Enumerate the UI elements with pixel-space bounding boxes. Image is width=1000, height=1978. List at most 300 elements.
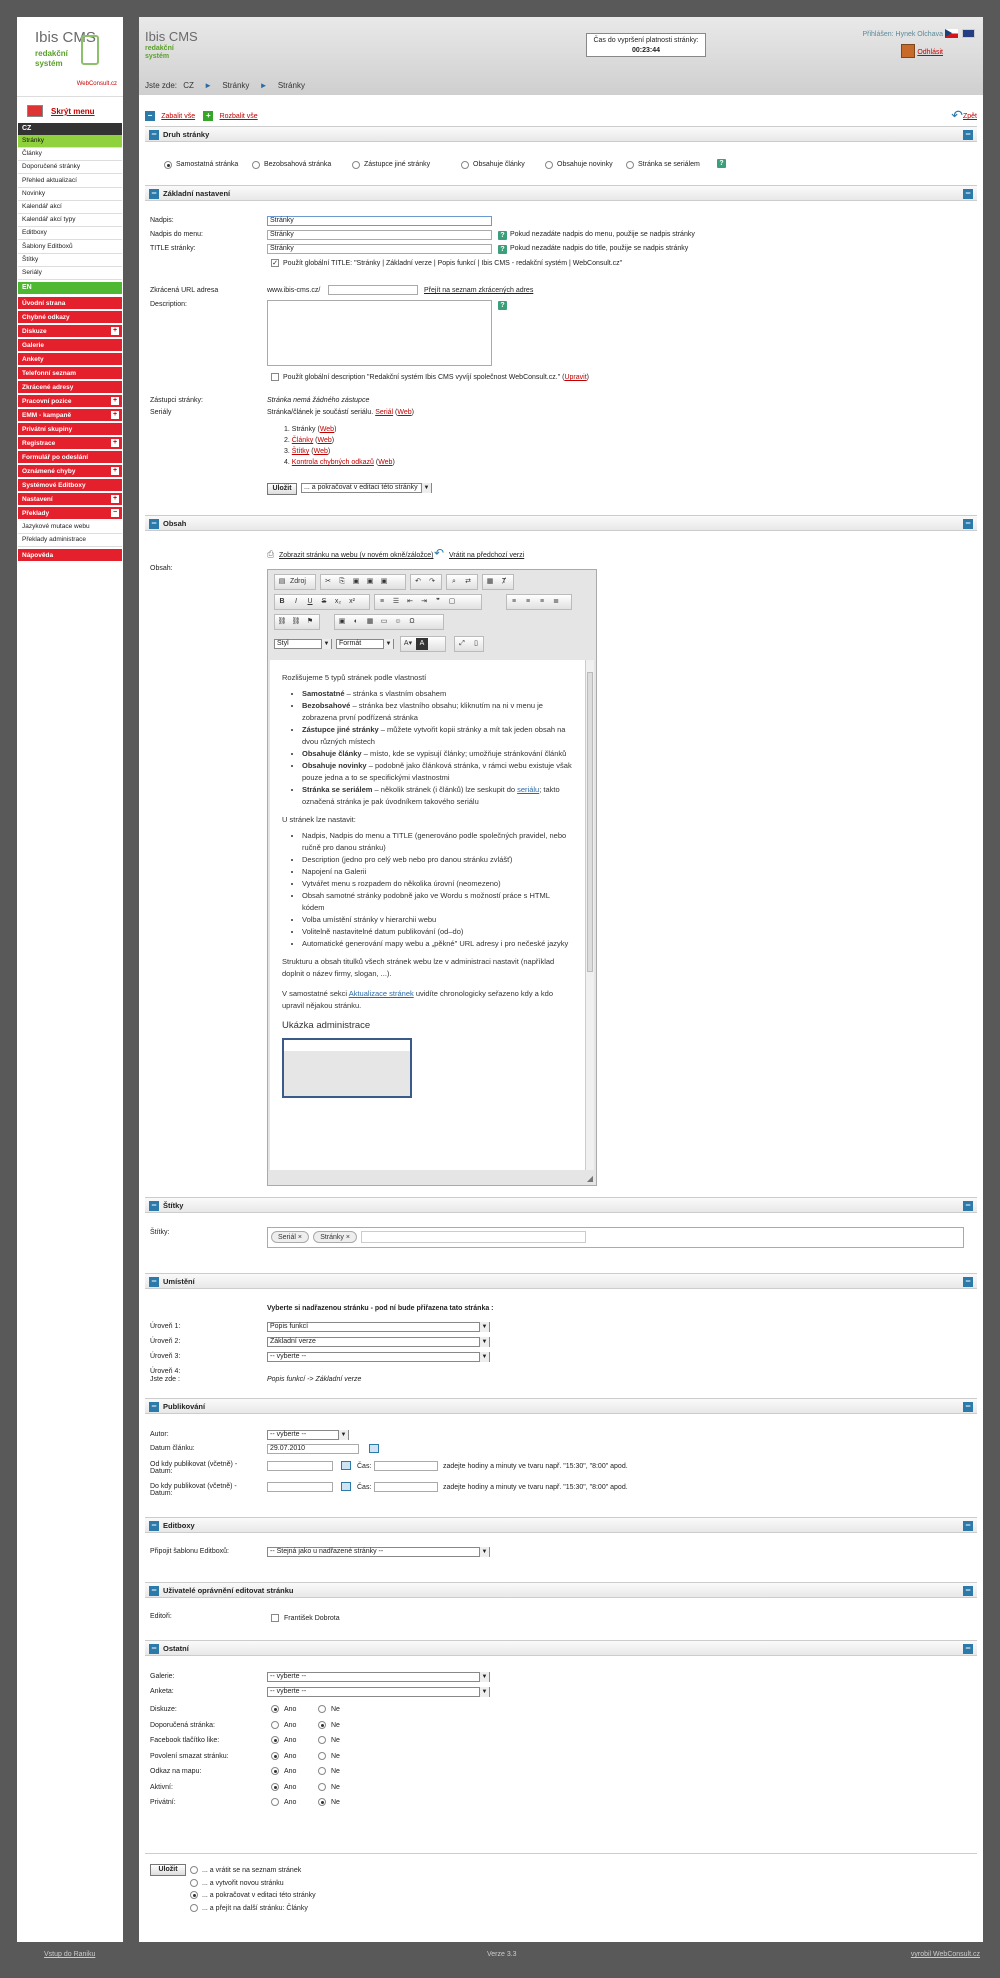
source-button[interactable] <box>274 574 316 590</box>
content-intro: Rozlišujeme 5 typů stránek podle vlastností <box>282 673 427 682</box>
settings-list <box>282 830 574 950</box>
series-web-link[interactable]: Web <box>313 448 328 455</box>
level-select[interactable]: Popis funkcí ▼ <box>267 1322 490 1332</box>
yes-radio[interactable] <box>271 1798 279 1806</box>
section-title: Umístění <box>163 1277 195 1286</box>
outdent-icon[interactable]: ⇤ <box>407 598 413 605</box>
collapse-icon[interactable]: − <box>963 1644 973 1654</box>
publish-to-date[interactable] <box>267 1482 333 1492</box>
series-web-link[interactable]: Web <box>317 437 332 444</box>
select-all-icon[interactable]: ▦ <box>486 578 494 585</box>
paste-icon[interactable]: ▣ <box>352 578 360 585</box>
hide-menu-link[interactable]: Skrýt menu <box>51 107 95 116</box>
sidebar-subitem[interactable]: Překlady administrace <box>18 534 122 547</box>
sidebar-section[interactable] <box>18 465 122 478</box>
content-can-set: U stránek lze nastavit: <box>282 815 356 824</box>
yes-label: Ano <box>284 1783 297 1791</box>
sidebar-item[interactable]: Šablony Editboxů <box>18 241 122 254</box>
page-type-radio[interactable] <box>626 161 634 169</box>
series-web-link[interactable]: Web <box>397 409 412 416</box>
collapse-icon[interactable]: − <box>149 1644 159 1654</box>
collapse-icon[interactable]: − <box>149 1586 159 1596</box>
sidebar-section-label: Privátní skupiny <box>22 426 73 434</box>
series-label: Seriály <box>150 409 172 416</box>
sidebar-section-label: Diskuze <box>22 328 47 336</box>
collapse-icon[interactable]: − <box>963 1277 973 1287</box>
sidebar-item[interactable]: Editboxy <box>18 227 122 240</box>
sidebar-section[interactable] <box>18 339 122 352</box>
cut-icon[interactable]: ✂ <box>325 578 331 585</box>
redo-icon[interactable]: ↷ <box>429 578 435 585</box>
toggle-icon[interactable]: + <box>112 327 118 335</box>
page-type-item <box>302 700 574 724</box>
sidebar-item[interactable]: Články <box>18 148 122 161</box>
section-location-header[interactable] <box>145 1273 977 1289</box>
sidebar-section-label: Chybné odkazy <box>22 314 70 322</box>
sidebar-section-label: Formulář po odeslání <box>22 454 89 462</box>
sidebar-section[interactable] <box>18 353 122 366</box>
yes-radio[interactable] <box>271 1705 279 1713</box>
view-group <box>454 636 484 652</box>
publish-from-date[interactable] <box>267 1461 333 1471</box>
undo-group <box>410 574 442 590</box>
publish-from-time[interactable] <box>374 1461 438 1471</box>
sidebar-section[interactable] <box>18 437 122 450</box>
image-icon[interactable]: ▣ <box>338 618 346 625</box>
date-input[interactable]: 29.07.2010 <box>267 1444 359 1454</box>
heading-label: Nadpis: <box>150 217 174 224</box>
align-center-icon[interactable]: ≡ <box>525 598 531 605</box>
revert-icon[interactable]: ↶ <box>434 546 445 560</box>
collapse-icon[interactable]: − <box>963 189 973 199</box>
bullet-list-icon[interactable]: ☰ <box>392 598 400 605</box>
sidebar-section[interactable] <box>18 409 122 422</box>
breadcrumb-item[interactable]: Stránky <box>277 81 305 90</box>
expand-all-link[interactable]: Rozbalit vše <box>219 113 258 121</box>
replace-icon[interactable]: ⇄ <box>465 578 471 585</box>
justify-icon[interactable]: ≣ <box>553 598 559 605</box>
sidebar-item[interactable]: Štítky <box>18 254 122 267</box>
unlink-icon[interactable]: ⛓ <box>291 618 301 625</box>
copy-icon[interactable]: ⎘ <box>339 578 345 585</box>
bold-icon[interactable]: B <box>279 598 285 605</box>
edit-description-link[interactable]: Upravit <box>564 374 587 381</box>
author-select[interactable]: -- vyberte -- ▼ <box>267 1430 349 1440</box>
global-title-checkbox[interactable]: ✓ <box>272 260 278 267</box>
new-tag-input[interactable] <box>361 1231 586 1243</box>
sidebar-section[interactable] <box>18 493 122 506</box>
timer-label: Čas do vypršení platnosti stránky: <box>593 37 699 44</box>
yes-radio[interactable] <box>271 1767 279 1775</box>
editors-label: Editoři: <box>150 1613 172 1620</box>
page-type-radio[interactable] <box>164 161 172 169</box>
editor-content[interactable] <box>270 660 586 1170</box>
align-left-icon[interactable]: ≡ <box>511 598 517 605</box>
sidebar-section[interactable] <box>18 507 122 520</box>
settings-item: • Description (jedno pro celý web nebo pro danou stránku zvlášť) <box>302 854 574 866</box>
collapse-icon[interactable]: − <box>149 1402 159 1412</box>
tags-label: Štítky: <box>150 1229 170 1236</box>
sidebar-section[interactable] <box>18 311 122 324</box>
breadcrumb-item[interactable]: Stránky <box>222 81 250 90</box>
paren: ) <box>392 459 395 466</box>
page-type-label: Zástupce jiné stránky <box>364 161 431 168</box>
paren: ) <box>327 448 331 455</box>
remove-tag-icon[interactable]: × <box>297 1234 302 1241</box>
section-content-header[interactable] <box>145 515 977 531</box>
toggle-icon[interactable]: + <box>112 411 118 419</box>
updates-link[interactable]: Aktualizace stránek <box>348 989 414 998</box>
short-url-list-link[interactable]: Přejít na seznam zkrácených adres <box>424 287 534 294</box>
table-icon[interactable]: ▦ <box>366 618 374 625</box>
publish-from-label: Od kdy publikovat (včetně) - Datum: <box>150 1461 238 1475</box>
help-icon[interactable]: ? <box>717 159 726 168</box>
collapse-icon[interactable]: − <box>149 1201 159 1211</box>
align-right-icon[interactable]: ≡ <box>539 598 545 605</box>
czech-flag-icon[interactable] <box>945 29 958 38</box>
series-link[interactable]: seriálu <box>517 785 540 794</box>
quote-icon[interactable]: ❞ <box>436 598 440 605</box>
sidebar-item[interactable]: Novinky <box>18 188 122 201</box>
section-basic-header[interactable] <box>145 185 977 201</box>
clipboard-group <box>320 574 406 590</box>
menu-heading-hint: Pokud nezadáte nadpis do menu, použije se nadpis stránky <box>510 231 695 238</box>
section-title: Publikování <box>163 1402 206 1411</box>
level-label: Úroveň 3: <box>150 1353 181 1360</box>
collapse-icon[interactable]: − <box>149 519 159 529</box>
strike-icon[interactable]: S <box>321 598 327 605</box>
series-page-link[interactable]: Kontrola chybných odkazů <box>291 459 374 466</box>
sidebar-section[interactable] <box>18 381 122 394</box>
section-publishing-header[interactable] <box>145 1398 977 1414</box>
series-web-link[interactable]: Web <box>378 459 393 466</box>
text-color-icon[interactable]: A▾ <box>403 640 413 647</box>
collapse-icon[interactable]: − <box>963 1521 973 1531</box>
editbox-template-select[interactable]: -- Stejná jako u nadřazené stránky -- ▼ <box>267 1547 490 1557</box>
page-type-radio[interactable] <box>545 161 553 169</box>
smiley-icon[interactable]: ☺ <box>394 618 402 625</box>
collapse-icon[interactable]: − <box>149 189 159 199</box>
page-type-name: Stránka se seriálem <box>302 785 373 794</box>
short-url-label: Zkrácená URL adresa <box>150 287 219 294</box>
page-type-name: Bezobsahové <box>302 701 351 710</box>
paste-word-icon[interactable]: ▣ <box>380 578 388 585</box>
collapse-icon[interactable]: − <box>149 1277 159 1287</box>
no-radio[interactable] <box>318 1721 326 1729</box>
no-radio[interactable] <box>318 1752 326 1760</box>
sidebar-item[interactable]: Stránky <box>18 135 122 148</box>
top-bar <box>139 17 983 95</box>
page-type-desc-end: ; takto označená stránka je pak úvodníkem takového seriálu <box>302 785 560 806</box>
hide-menu[interactable] <box>27 105 117 119</box>
subscript-icon[interactable]: x₂ <box>334 598 342 605</box>
page-type-label: Bezobsahová stránka <box>264 161 332 168</box>
back-link[interactable]: Zpět <box>962 113 977 120</box>
format-group <box>274 594 370 610</box>
calendar-icon[interactable] <box>341 1461 351 1470</box>
divider <box>145 1853 977 1854</box>
editor-checkbox[interactable] <box>271 1614 279 1622</box>
sidebar-section[interactable] <box>18 423 122 436</box>
representatives-label: Zástupci stránky: <box>150 397 203 404</box>
no-radio[interactable] <box>318 1705 326 1713</box>
toggle-icon[interactable]: + <box>112 467 118 475</box>
back-icon[interactable]: ↶ <box>951 107 963 123</box>
sidebar-subitem[interactable]: Jazykové mutace webu <box>18 521 122 534</box>
rich-text-editor <box>267 569 597 1186</box>
no-label: Ne <box>331 1783 340 1791</box>
paren: ( <box>309 448 314 455</box>
header-logo-sub: redakční systém <box>145 45 174 60</box>
logged-user: Přihlášen: Hynek Olchava <box>862 31 943 38</box>
sidebar-section[interactable] <box>18 297 122 310</box>
logout-icon[interactable] <box>901 44 915 58</box>
footer-version: Verze 3.3 <box>487 1951 517 1958</box>
italic-icon[interactable]: I <box>295 598 297 605</box>
view-page-icon[interactable]: ⎙ <box>267 549 275 559</box>
page-type-item <box>302 760 574 784</box>
link-group <box>274 614 320 630</box>
logo[interactable] <box>17 17 123 97</box>
source-label: Zdroj <box>290 578 306 585</box>
series-page-link[interactable]: Štítky <box>291 448 310 455</box>
save-option-label: ... a vytvořit novou stránku <box>202 1879 284 1887</box>
no-radio[interactable] <box>318 1783 326 1791</box>
section-permissions-header[interactable] <box>145 1582 977 1598</box>
sidebar-section[interactable] <box>18 451 122 464</box>
page-type-label: Stránka se seriálem <box>638 161 700 168</box>
save-option-label: ... a pokračovat v editaci této stránky <box>202 1892 316 1899</box>
page-types-list <box>282 688 574 808</box>
editor-toolbar-row-4 <box>274 636 592 652</box>
editor-scrollbar[interactable] <box>585 660 594 1170</box>
undo-icon[interactable]: ↶ <box>415 578 421 585</box>
yes-label: Ano <box>284 1737 297 1744</box>
short-url-input[interactable] <box>328 285 418 295</box>
save-option-radio[interactable] <box>190 1879 198 1887</box>
link-icon[interactable]: ⛓ <box>277 618 287 625</box>
calendar-icon[interactable] <box>341 1482 351 1491</box>
description-textarea[interactable] <box>267 300 492 366</box>
help-icon[interactable]: ? <box>498 231 507 240</box>
sidebar-section[interactable] <box>18 395 122 408</box>
logo-title: Ibis CMS <box>35 29 96 46</box>
help-icon[interactable]: ? <box>498 301 507 310</box>
publish-to-time[interactable] <box>374 1482 438 1492</box>
section-title: Základní nastavení <box>163 189 231 198</box>
content-para-1: Strukturu a obsah titulků všech stránek webu lze v administraci nastavit (například doplnit o název firmy, slogan, ...). <box>282 957 555 978</box>
hide-menu-icon <box>27 105 43 117</box>
collapse-all-icon[interactable]: − <box>145 111 155 121</box>
flash-icon[interactable]: ◐ <box>353 618 359 625</box>
sidebar-section[interactable] <box>18 479 122 492</box>
section-page-type-header[interactable] <box>145 126 977 142</box>
global-description-label: Použít globální description "Redakční systém Ibis CMS vyvíjí společnost WebConsult.cz." (Upravit) <box>283 374 589 381</box>
series-page-link[interactable]: Články <box>291 437 314 444</box>
style-select[interactable]: Styl ▼ <box>274 639 332 649</box>
maximize-icon[interactable]: ⤢ <box>459 640 465 647</box>
sidebar-item[interactable]: Kalendář akcí <box>18 201 122 214</box>
yes-radio[interactable] <box>271 1752 279 1760</box>
no-radio[interactable] <box>318 1767 326 1775</box>
save-option-radio[interactable] <box>190 1866 198 1874</box>
global-description-checkbox[interactable] <box>271 373 279 381</box>
section-editbox-header[interactable] <box>145 1517 977 1533</box>
div-icon[interactable]: ▢ <box>448 598 456 605</box>
remove-format-icon[interactable]: Ⱦ <box>501 578 507 585</box>
series-text: Stránka/článek je součástí seriálu. Seriál (Web) <box>267 409 414 416</box>
level-select[interactable]: -- vyberte -- ▼ <box>267 1352 490 1362</box>
superscript-icon[interactable]: x² <box>349 598 355 605</box>
gallery-label: Galerie: <box>150 1673 175 1680</box>
content-label: Obsah: <box>150 565 173 572</box>
underline-icon[interactable]: U <box>307 598 313 605</box>
footer-right-link[interactable]: vyrobil WebConsult.cz <box>910 1951 980 1958</box>
toggle-icon[interactable]: + <box>112 495 118 503</box>
paste-text-icon[interactable]: ▣ <box>366 578 374 585</box>
save-button[interactable]: Uložit <box>267 483 297 495</box>
logout-link[interactable]: Odhlásit <box>917 49 943 56</box>
hr-icon[interactable]: ▭ <box>380 618 388 625</box>
page-type-desc: – stránka bez vlastního obsahu; kliknutím na ni v menu je zobrazena první podřízená stránka <box>302 701 543 722</box>
collapse-icon[interactable]: − <box>963 130 973 140</box>
toggle-icon[interactable]: + <box>112 397 118 405</box>
page-type-radio[interactable] <box>352 161 360 169</box>
author-label: Autor: <box>150 1431 169 1438</box>
settings-item: • Obsah samotné stránky podobně jako ve Wordu s možností práce s HTML kódem <box>302 890 574 914</box>
save-action-select[interactable]: ... a pokračovat v editaci této stránky ▼ <box>301 483 432 493</box>
toggle-icon[interactable]: − <box>112 509 118 517</box>
collapse-icon[interactable]: − <box>963 1402 973 1412</box>
editor-toolbar-row-2 <box>274 594 592 610</box>
paren: ( <box>315 426 320 433</box>
series-list-item <box>284 437 334 444</box>
sidebar-section[interactable] <box>18 325 122 338</box>
lang-en-header[interactable]: EN <box>18 282 122 294</box>
page-type-item <box>302 748 574 760</box>
no-radio[interactable] <box>318 1736 326 1744</box>
save-option-radio[interactable] <box>190 1891 198 1899</box>
help-icon[interactable]: ? <box>498 245 507 254</box>
section-title: Obsah <box>163 519 187 528</box>
admin-screenshot-image <box>282 1038 412 1098</box>
representatives-value: Stránka nemá žádného zástupce <box>267 397 370 404</box>
format-select[interactable]: Formát ▼ <box>336 639 394 649</box>
yes-radio[interactable] <box>271 1721 279 1729</box>
find-group <box>446 574 478 590</box>
series-info: Stránka/článek je součástí seriálu. <box>267 409 374 416</box>
indent-icon[interactable]: ⇥ <box>421 598 427 605</box>
editbox-template-label: Připojit šablonu Editboxů: <box>150 1548 229 1555</box>
collapse-icon[interactable]: − <box>963 1201 973 1211</box>
yes-label: Ano <box>284 1706 297 1713</box>
sidebar-item[interactable]: Doporučené stránky <box>18 161 122 174</box>
heading-input[interactable]: Stránky <box>267 216 492 226</box>
series-index: 4. <box>284 459 292 466</box>
english-flag-icon[interactable] <box>962 29 975 38</box>
poll-select[interactable]: -- vyberte -- ▼ <box>267 1687 490 1697</box>
section-tags-header[interactable] <box>145 1197 977 1213</box>
level-select[interactable]: Základní verze ▼ <box>267 1337 490 1347</box>
sidebar-section-label: Nastavení <box>22 496 53 504</box>
yes-label: Ano <box>284 1768 297 1775</box>
sidebar-section-label: Překlady <box>22 510 50 518</box>
series-index: 1. <box>284 426 292 433</box>
breadcrumb-item[interactable]: CZ <box>183 81 194 90</box>
collapse-icon[interactable]: − <box>963 1586 973 1596</box>
resize-handle-icon[interactable]: ◢ <box>586 1174 593 1183</box>
sidebar-help[interactable]: Nápověda <box>18 549 122 562</box>
toggle-icon[interactable]: + <box>112 439 118 447</box>
lang-cz-header[interactable]: CZ <box>18 123 122 135</box>
special-char-icon[interactable]: Ω <box>409 618 415 625</box>
find-icon[interactable]: ⌕ <box>452 578 456 585</box>
section-title: Štítky <box>163 1201 184 1210</box>
page-type-label: Samostatná stránka <box>176 161 239 168</box>
tag-label: Seriál <box>278 1234 296 1241</box>
tag-item <box>271 1231 309 1243</box>
sidebar-item[interactable]: Seriály <box>18 267 122 280</box>
page-type-label: Obsahuje články <box>473 161 525 168</box>
menu-heading-input[interactable]: Stránky <box>267 230 492 240</box>
collapse-all-link[interactable]: Zabalit vše <box>161 113 196 121</box>
sidebar-item[interactable]: Kalendář akcí typy <box>18 214 122 227</box>
page-type-radio[interactable] <box>252 161 260 169</box>
save-option-radio[interactable] <box>190 1904 198 1912</box>
yes-radio[interactable] <box>271 1783 279 1791</box>
series-list-item <box>284 459 395 466</box>
series-page-name: Stránky <box>291 426 316 433</box>
title-input[interactable]: Stránky <box>267 244 492 254</box>
series-web-link[interactable]: Web <box>319 426 335 433</box>
revert-link[interactable]: Vrátit na předchozí verzi <box>449 552 525 559</box>
collapse-icon[interactable]: − <box>149 1521 159 1531</box>
description-label: Description: <box>150 301 187 308</box>
page-type-item <box>302 724 574 748</box>
bottom-save-button[interactable]: Uložit <box>150 1864 186 1876</box>
no-label: Ne <box>331 1737 340 1744</box>
scroll-thumb[interactable] <box>587 672 593 972</box>
gallery-select[interactable]: -- vyberte -- ▼ <box>267 1672 490 1682</box>
sidebar-section[interactable] <box>18 367 122 380</box>
sidebar-section-label: Oznámené chyby <box>22 468 76 476</box>
no-radio[interactable] <box>318 1798 326 1806</box>
remove-tag-icon[interactable]: × <box>345 1234 350 1241</box>
sidebar-section-label: Systémové Editboxy <box>22 482 86 490</box>
tags-input[interactable] <box>267 1227 964 1248</box>
section-other-header[interactable] <box>145 1640 977 1656</box>
logo-subtitle: redakční <box>35 49 68 58</box>
anchor-icon[interactable]: ⚑ <box>306 618 314 625</box>
view-page-link[interactable]: Zobrazit stránku na webu (v novém okně/záložce) <box>279 552 434 559</box>
collapse-icon[interactable]: − <box>963 519 973 529</box>
collapse-icon[interactable]: − <box>149 130 159 140</box>
yes-radio[interactable] <box>271 1736 279 1744</box>
numbered-list-icon[interactable]: ≡ <box>379 598 385 605</box>
footer-left-link[interactable]: Vstup do Raniku <box>44 1951 96 1958</box>
page-type-radio[interactable] <box>461 161 469 169</box>
calendar-icon[interactable] <box>369 1444 379 1453</box>
bg-color-icon[interactable]: A <box>416 638 428 650</box>
show-blocks-icon[interactable]: ▯ <box>474 640 478 647</box>
yes-label: Ano <box>284 1752 297 1760</box>
series-link[interactable]: Seriál <box>375 409 394 416</box>
sidebar-item[interactable]: Přehled aktualizací <box>18 175 122 188</box>
section-title: Editboxy <box>163 1521 195 1530</box>
expand-all-icon[interactable]: + <box>203 111 213 121</box>
option-label: Aktivní: <box>150 1783 173 1791</box>
settings-item: • Volba umístění stránky v hierarchii webu <box>302 914 574 926</box>
